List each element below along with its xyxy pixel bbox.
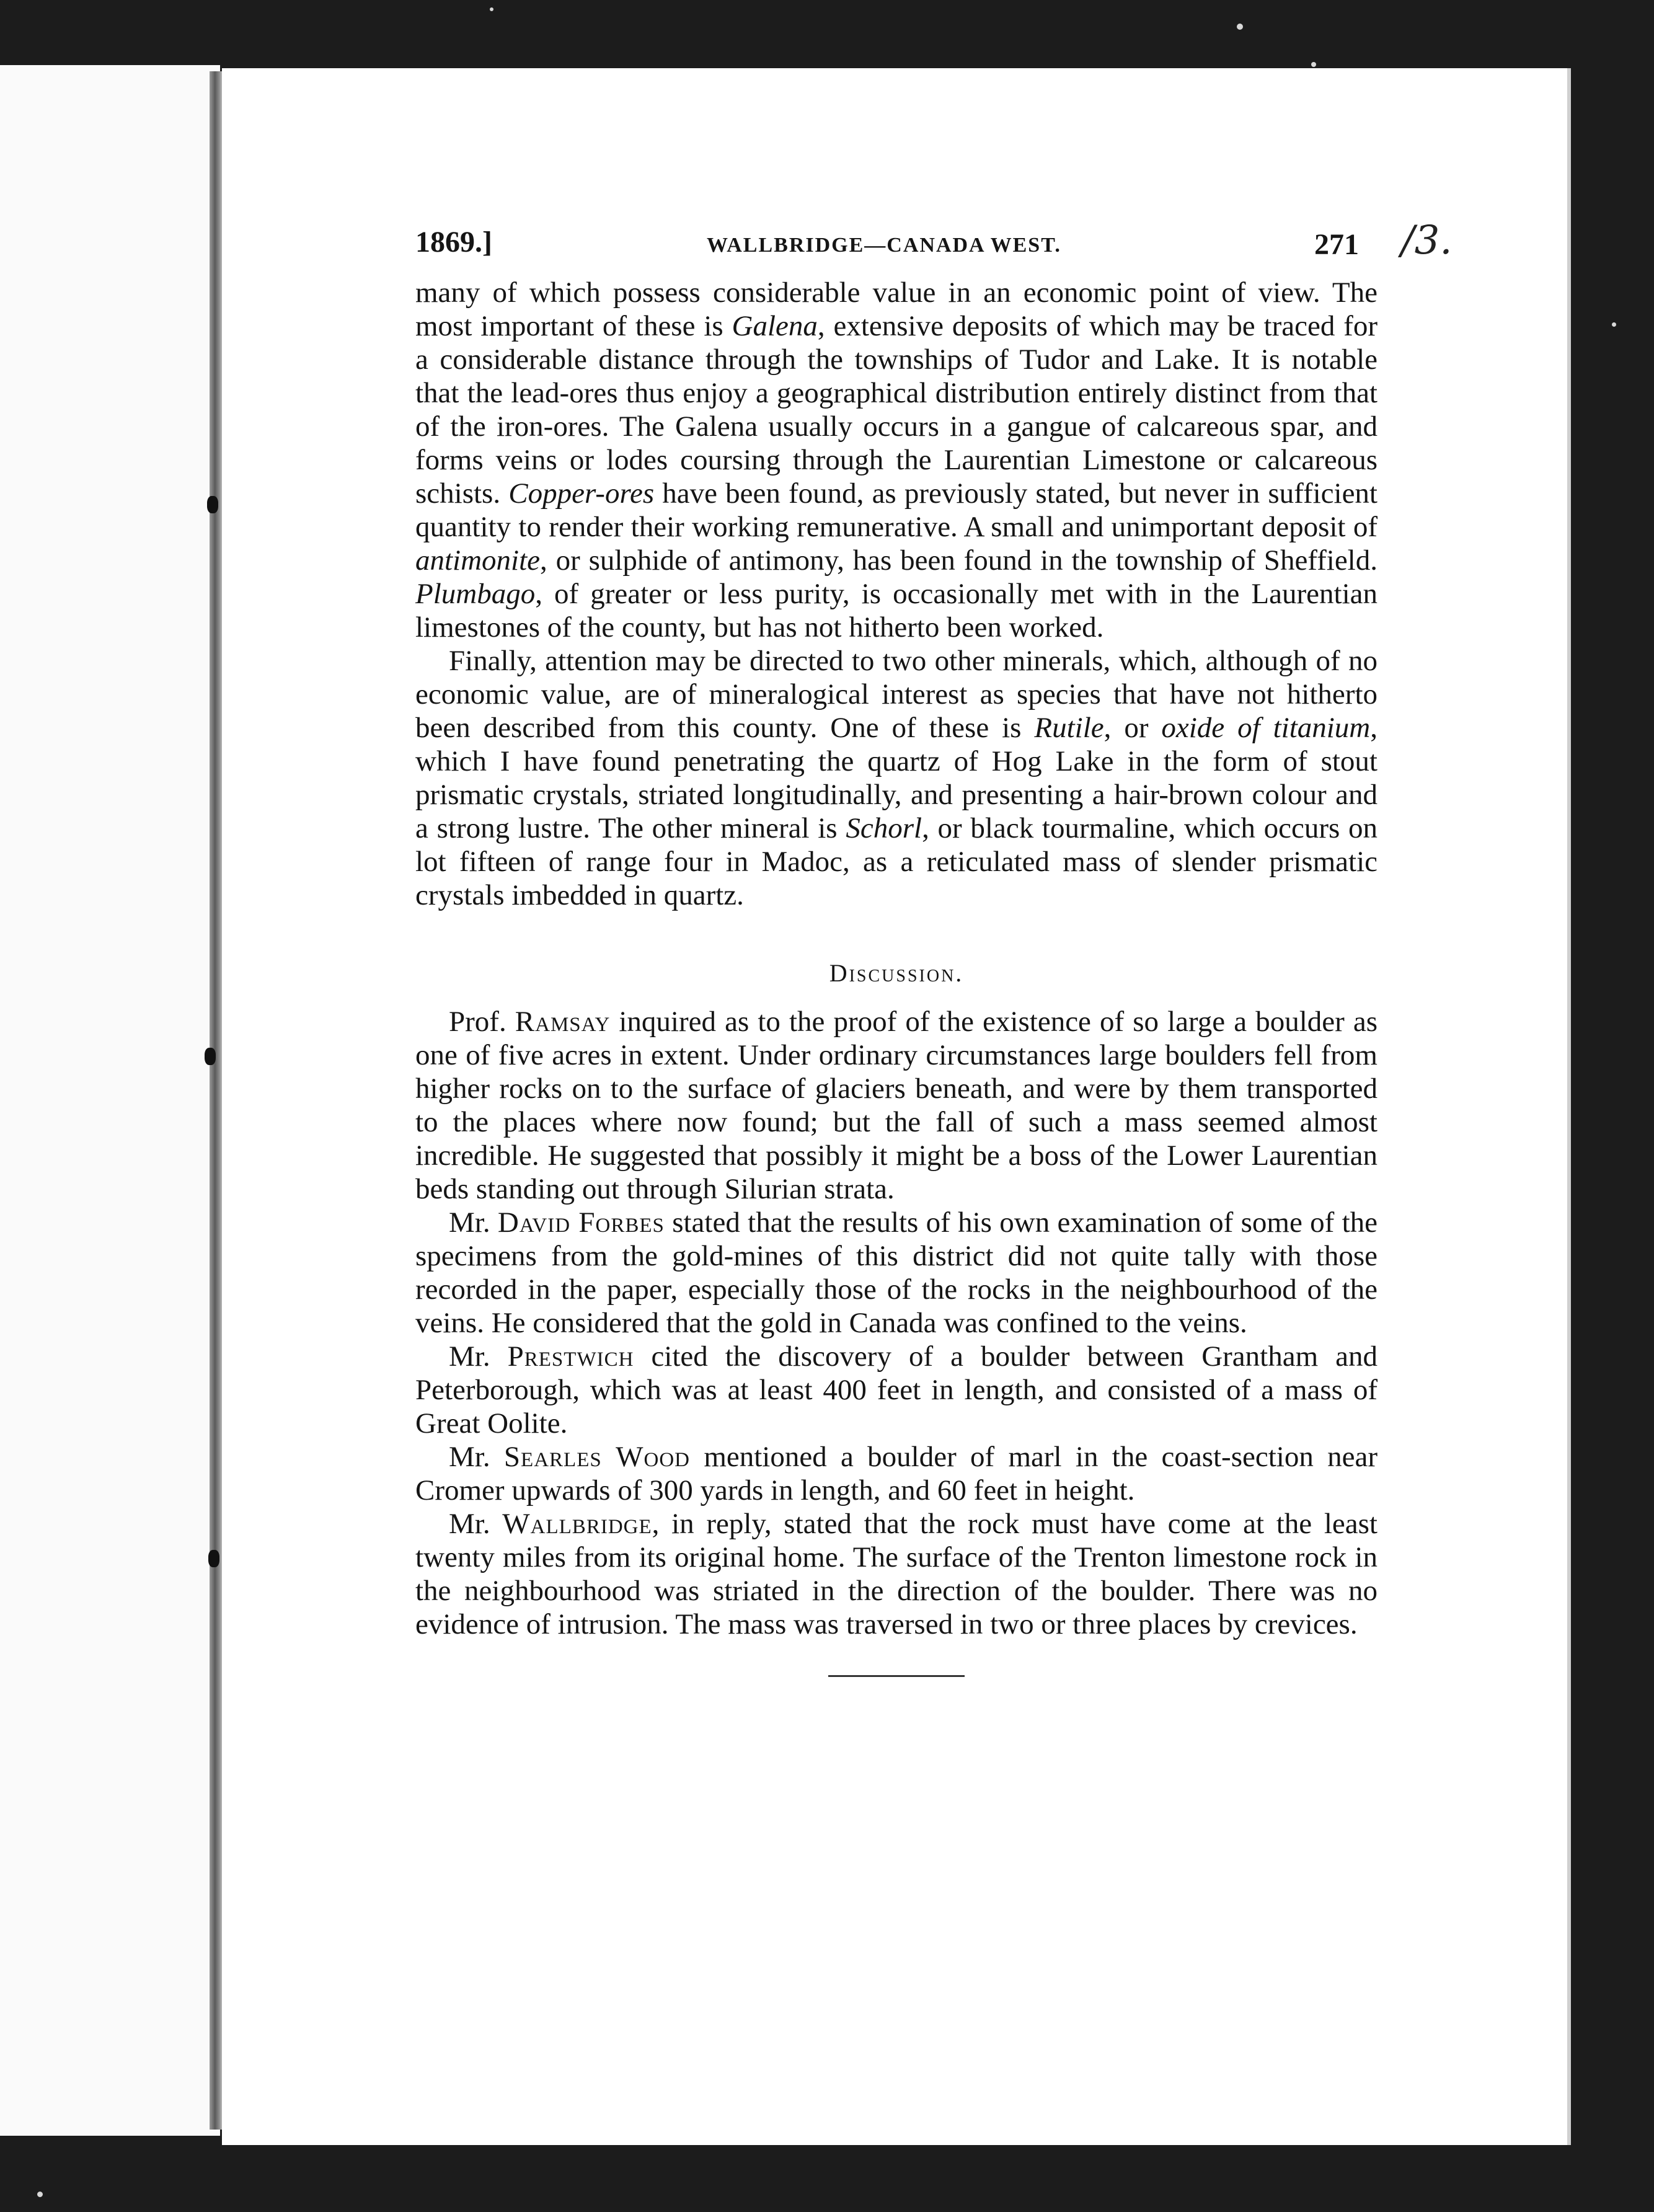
text-run: , of greater or less purity, is occasionally met with in the Laurentian limestones of the county, but has not hitherto been worked.: [415, 578, 1378, 644]
text-run: many of which possess considerable value in an economic point of view. The most important of these is: [415, 276, 1378, 342]
entry-text: , in reply, stated that the rock must have come at the least twenty miles from its original home. The surface of the Trenton limestone rock in the neighbourhood was striated in the direction of the boulder. There was no evidence of intrusion. The mass was traversed in two or three places by crevices.: [415, 1508, 1378, 1640]
italic-term: oxide of titanium: [1161, 712, 1371, 744]
speaker-prefix: Prof.: [449, 1006, 515, 1038]
discussion-heading: Discussion.: [829, 959, 964, 987]
text-run: , extensive deposits of which may be traced for a considerable distance through the townships of Tudor and Lake. It is notable that the lead-ores thus enjoy a geographical distribution entirely distinct from that of the iron-ores. The Galena usually occurs in a gangue of calcareous spar, and forms veins or lodes coursing through the Laurentian Limestone or calcareous schists.: [415, 310, 1378, 510]
text-run: have been found, as previously stated, but never in sufficient quantity to render their working remunerative. A small and unimportant deposit of: [415, 477, 1378, 543]
page-content: [415, 218, 1453, 1677]
scan-speck: [1311, 62, 1316, 67]
discussion-entry: [415, 1440, 1378, 1507]
text-run: , or: [1103, 712, 1162, 744]
speaker-prefix: Mr.: [449, 1441, 504, 1473]
speaker-name: David Forbes: [497, 1206, 665, 1239]
text-run: , or black tourmaline, which occurs on lot fifteen of range four in Madoc, as a reticulated mass of slender prismatic crystals imbedded in quartz.: [415, 812, 1378, 911]
italic-term: Schorl: [846, 812, 922, 844]
text-run: , or sulphide of antimony, has been found in the township of Sheffield.: [540, 544, 1378, 577]
handwritten-note: /3.: [1401, 218, 1453, 263]
speaker-name: Ramsay: [515, 1006, 611, 1038]
page-number: 271: [1314, 228, 1359, 261]
book-spine: [210, 71, 223, 2130]
text-run: , which I have found penetrating the quartz of Hog Lake in the form of stout prismatic crystals, striated longitudinally, and presenting a hair-brown colour and a strong lustre. The other mineral is: [415, 712, 1378, 844]
end-rule: [828, 1675, 965, 1677]
italic-term: Plumbago: [415, 578, 536, 610]
entry-text: inquired as to the proof of the existence of so large a boulder as one of five acres in extent. Under ordinary circumstances large boulders fell from higher rocks on to the surface of glaciers beneath, and were by them transported to the places where now found; but the fall of such a mass seemed almost incredible. He suggested that possibly it might be a boss of the Lower Laurentian beds standing out through Silurian strata.: [415, 1006, 1378, 1205]
speaker-prefix: Mr.: [449, 1508, 503, 1540]
italic-term: Rutile: [1034, 712, 1104, 744]
body-text: [415, 276, 1378, 1677]
book-page: [222, 68, 1571, 2145]
italic-term: antimonite: [415, 544, 541, 577]
speaker-prefix: Mr.: [449, 1340, 508, 1373]
continuation-paragraph: [415, 276, 1378, 644]
scan-speck: [1612, 322, 1616, 327]
spine-mark: [207, 496, 218, 513]
running-head-title: WALLBRIDGE—CANADA WEST.: [707, 234, 1061, 257]
speaker-name: Prestwich: [507, 1340, 634, 1373]
running-head-year: 1869.]: [415, 226, 492, 259]
italic-term: Copper-ores: [508, 477, 655, 510]
running-head: [415, 218, 1453, 276]
entry-text: stated that the results of his own examination of some of the specimens from the gold-mines of this district did not quite tally with those recorded in the paper, especially those of the rocks in the neighbourhood of the veins. He considered that the gold in Canada was confined to the veins.: [415, 1206, 1378, 1339]
discussion-entry: [415, 1005, 1378, 1206]
finally-paragraph: [415, 644, 1378, 912]
speaker-name: Searles Wood: [503, 1441, 691, 1473]
discussion-entries: [415, 1005, 1378, 1641]
speaker-prefix: Mr.: [449, 1206, 498, 1239]
italic-term: Galena: [732, 310, 818, 342]
scan-speck: [490, 7, 493, 11]
discussion-entry: [415, 1206, 1378, 1340]
spine-mark: [205, 1048, 216, 1065]
discussion-entry: [415, 1340, 1378, 1440]
entry-text: cited the discovery of a boulder between Grantham and Peterborough, which was at least 400 feet in length, and consisted of a mass of Great Oolite.: [415, 1340, 1378, 1440]
text-run: Finally, attention may be directed to two other minerals, which, although of no economic value, are of mineralogical interest as species that have not hitherto been described from this county. One of these is: [415, 645, 1378, 744]
entry-text: mentioned a boulder of marl in the coast-section near Cromer upwards of 300 yards in length, and 60 feet in height.: [415, 1441, 1378, 1506]
scan-speck: [1237, 24, 1243, 30]
discussion-entry: [415, 1507, 1378, 1641]
spine-mark: [208, 1550, 219, 1567]
left-page-fragment: [0, 65, 220, 2136]
speaker-name: Wallbridge: [502, 1508, 652, 1540]
scan-speck: [37, 2192, 43, 2197]
